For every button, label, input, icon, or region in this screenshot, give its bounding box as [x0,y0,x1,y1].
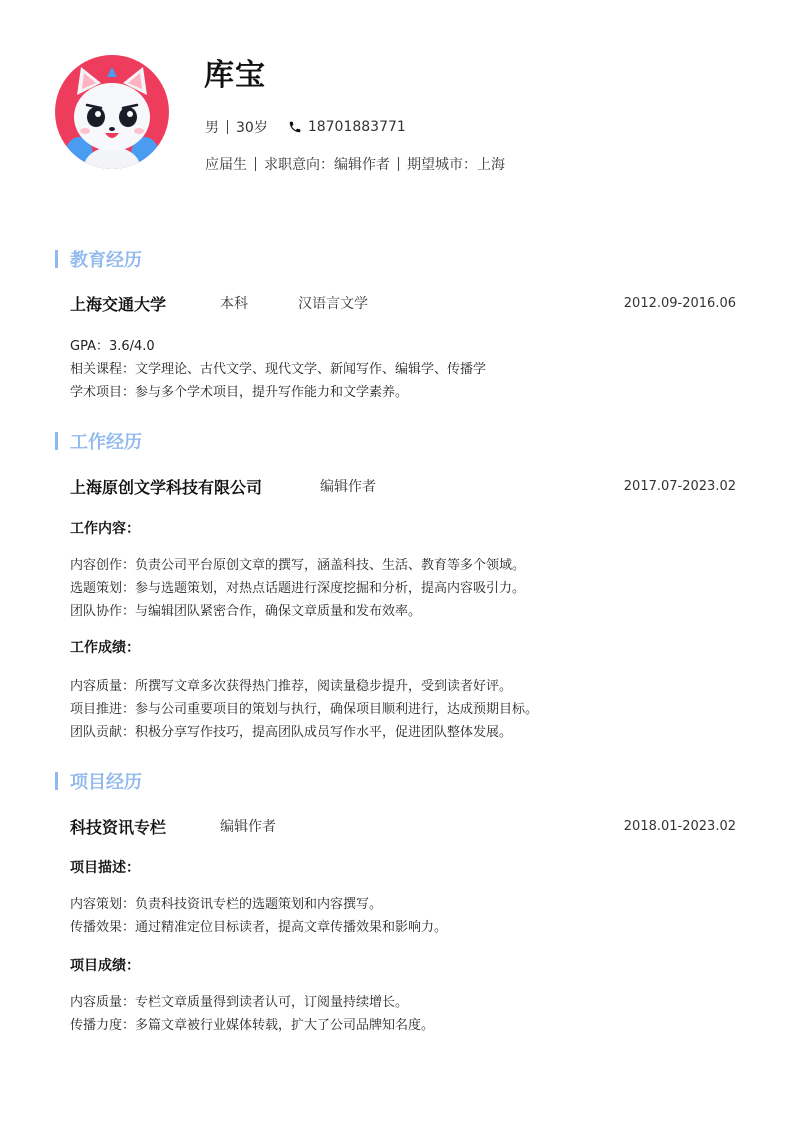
work-result-line: 团队贡献：积极分享写作技巧，提高团队成员写作水平，促进团队整体发展。 [70,725,513,740]
candidate-name: 库宝 [204,58,266,93]
separator [398,157,399,171]
education-date: 2012.09-2016.06 [623,295,736,311]
project-name: 科技资讯专栏 [70,817,167,837]
project-result-title: 项目成绩： [70,958,140,974]
work-result-line: 内容质量：所撰写文章多次获得热门推荐，阅读量稳步提升，受到读者好评。 [70,679,513,694]
education-line: 相关课程：文学理论、古代文学、现代文学、新闻写作、编辑学、传播学 [70,362,487,377]
expected-city: 期望城市：上海 [407,157,505,173]
section-bar [55,772,58,790]
project-entry-header [70,814,736,838]
age: 30岁 [236,120,268,136]
status: 应届生 [205,157,247,173]
basic-info-row [205,117,406,137]
project-date: 2018.01-2023.02 [623,818,736,834]
project-desc-line: 内容策划：负责科技资讯专栏的选题策划和内容撰写。 [70,897,383,912]
separator [255,157,256,171]
project-desc-title: 项目描述： [70,860,140,876]
work-content-line: 内容创作：负责公司平台原创文章的撰写，涵盖科技、生活、教育等多个领域。 [70,558,526,573]
section-title-education: 教育经历 [55,249,142,269]
education-entry-header [70,291,736,315]
company-name: 上海原创文学科技有限公司 [70,477,263,497]
work-entry-header [70,474,736,498]
work-content-line: 团队协作：与编辑团队紧密合作，确保文章质量和发布效率。 [70,604,422,619]
phone-icon [288,120,302,134]
work-content-line: 选题策划：参与选题策划，对热点话题进行深度挖掘和分析，提高内容吸引力。 [70,581,526,596]
job-intent: 求职意向：编辑作者 [264,157,390,173]
work-result-line: 项目推进：参与公司重要项目的策划与执行，确保项目顺利进行，达成预期目标。 [70,702,539,717]
gender: 男 [205,120,219,136]
project-desc-line: 传播效果：通过精准定位目标读者，提高文章传播效果和影响力。 [70,920,448,935]
section-title-work: 工作经历 [55,431,142,451]
degree: 本科 [220,296,248,312]
work-result-title: 工作成绩： [70,640,140,656]
education-line: 学术项目：参与多个学术项目，提升写作能力和文学素养。 [70,385,409,400]
section-bar [55,250,58,268]
project-role: 编辑作者 [220,819,276,835]
major: 汉语言文学 [298,296,368,312]
work-date: 2017.07-2023.02 [623,478,736,494]
work-content-title: 工作内容： [70,521,140,537]
avatar [55,55,169,169]
job-info-row [205,154,505,174]
school-name: 上海交通大学 [70,294,167,314]
section-title-project: 项目经历 [55,771,142,791]
project-result-line: 传播力度：多篇文章被行业媒体转载，扩大了公司品牌知名度。 [70,1018,435,1033]
phone-number[interactable]: 18701883771 [307,119,406,135]
project-result-line: 内容质量：专栏文章质量得到读者认可，订阅量持续增长。 [70,995,409,1010]
section-bar [55,432,58,450]
education-line: GPA：3.6/4.0 [70,339,155,354]
separator [227,120,228,134]
work-role: 编辑作者 [320,479,376,495]
